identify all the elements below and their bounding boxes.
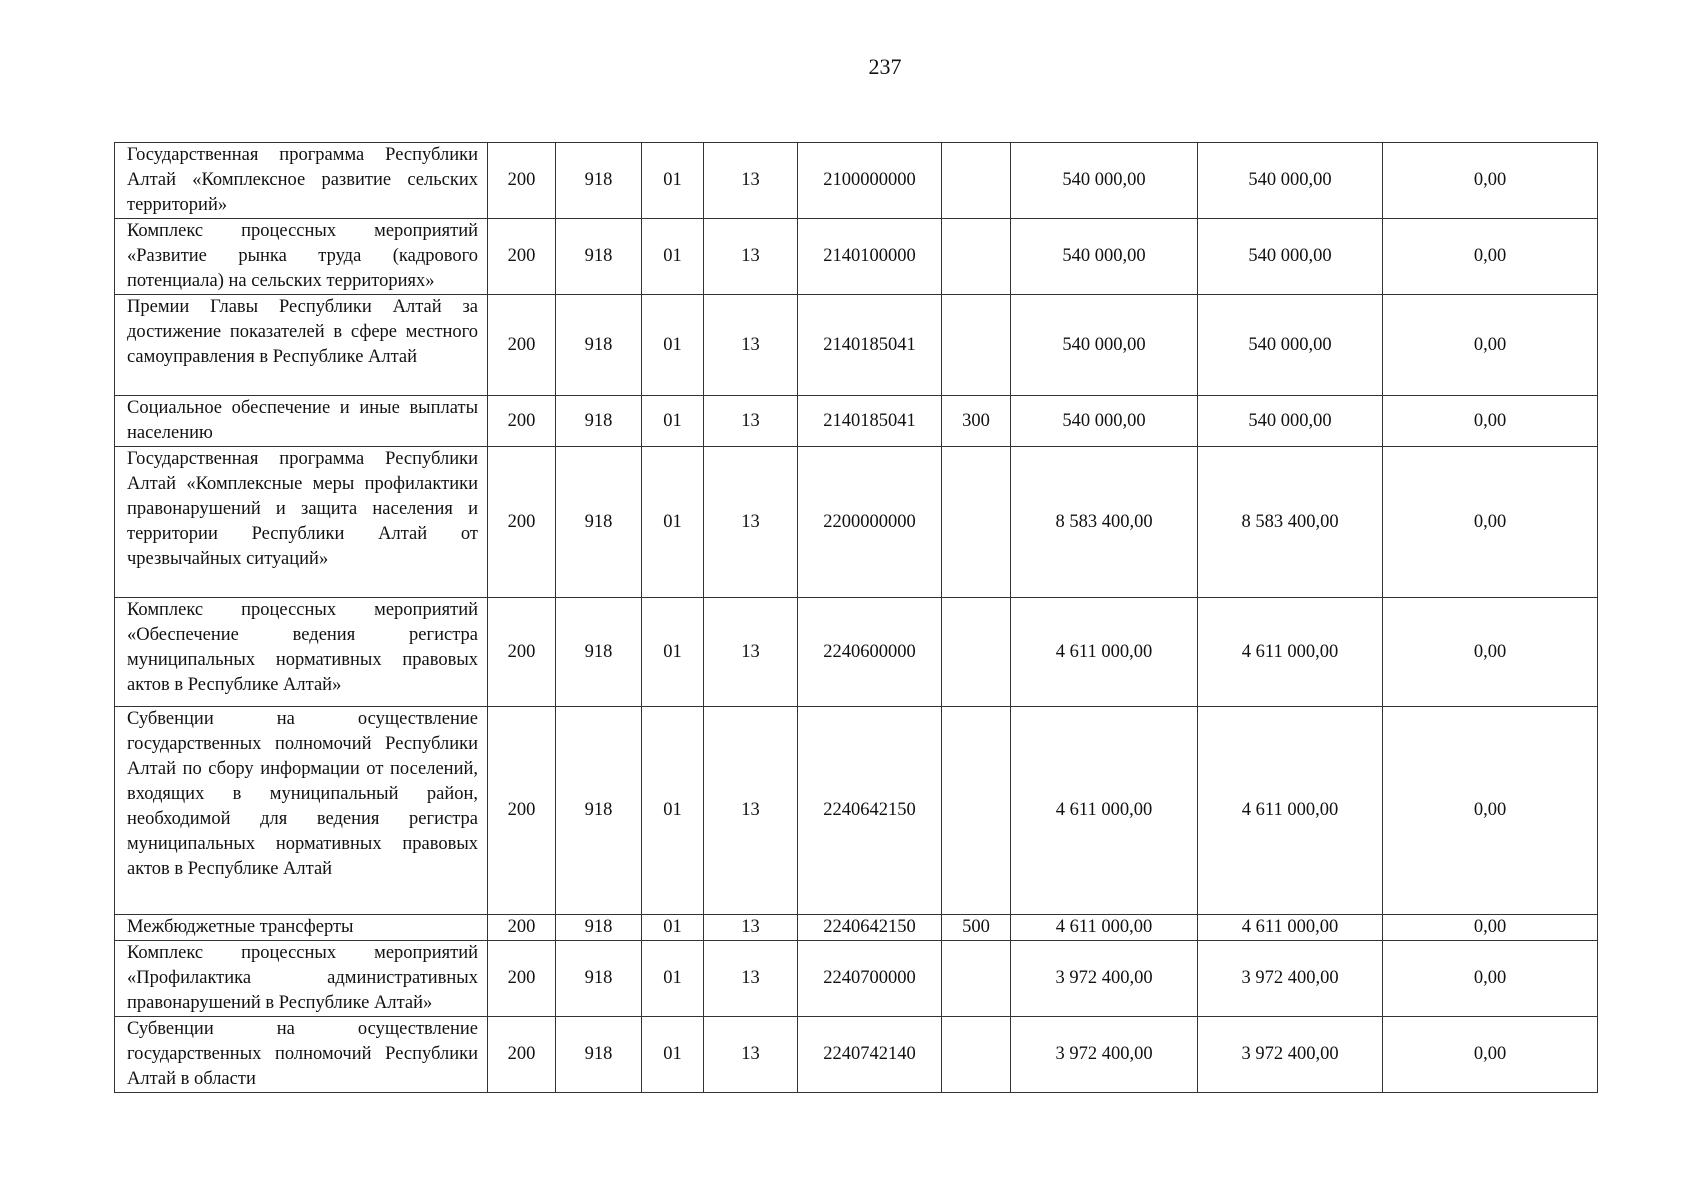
cell-expense-type (942, 941, 1011, 1017)
cell-code: 200 (488, 598, 556, 707)
table-row (115, 295, 1598, 396)
cell-target-article: 2240642150 (798, 707, 942, 915)
cell-subsection: 13 (704, 396, 798, 447)
cell-target-article: 2240600000 (798, 598, 942, 707)
cell-ministry: 918 (556, 707, 642, 915)
cell-amount-2: 540 000,00 (1198, 219, 1383, 295)
row-description: Межбюджетные трансферты (115, 915, 488, 941)
row-description: Субвенции на осуществление государственных полномочий Республики Алтай в области (115, 1017, 488, 1093)
cell-expense-type (942, 143, 1011, 219)
cell-target-article: 2240642150 (798, 915, 942, 941)
table-row (115, 941, 1598, 1017)
cell-section: 01 (642, 941, 704, 1017)
cell-subsection: 13 (704, 1017, 798, 1093)
cell-amount-2: 8 583 400,00 (1198, 447, 1383, 598)
cell-amount-3: 0,00 (1383, 915, 1598, 941)
row-description: Комплекс процессных мероприятий «Профилактика административных правонарушений в Республике Алтай» (115, 941, 488, 1017)
cell-code: 200 (488, 1017, 556, 1093)
cell-amount-3: 0,00 (1383, 396, 1598, 447)
cell-amount-2: 4 611 000,00 (1198, 598, 1383, 707)
cell-subsection: 13 (704, 915, 798, 941)
cell-subsection: 13 (704, 295, 798, 396)
table-row (115, 915, 1598, 941)
cell-section: 01 (642, 1017, 704, 1093)
cell-code: 200 (488, 707, 556, 915)
budget-table (114, 142, 1598, 1093)
cell-expense-type: 300 (942, 396, 1011, 447)
cell-amount-1: 4 611 000,00 (1011, 707, 1198, 915)
cell-code: 200 (488, 295, 556, 396)
row-description: Комплекс процессных мероприятий «Обеспечение ведения регистра муниципальных нормативных правовых актов в Республике Алтай» (115, 598, 488, 707)
cell-amount-3: 0,00 (1383, 1017, 1598, 1093)
cell-amount-1: 540 000,00 (1011, 396, 1198, 447)
cell-code: 200 (488, 447, 556, 598)
cell-amount-1: 540 000,00 (1011, 143, 1198, 219)
table-row (115, 219, 1598, 295)
cell-expense-type (942, 598, 1011, 707)
cell-amount-3: 0,00 (1383, 295, 1598, 396)
cell-target-article: 2140185041 (798, 396, 942, 447)
row-description: Социальное обеспечение и иные выплаты населению (115, 396, 488, 447)
cell-amount-1: 4 611 000,00 (1011, 598, 1198, 707)
page-number: 237 (868, 54, 902, 79)
cell-target-article: 2240742140 (798, 1017, 942, 1093)
cell-code: 200 (488, 143, 556, 219)
cell-subsection: 13 (704, 707, 798, 915)
cell-ministry: 918 (556, 941, 642, 1017)
cell-section: 01 (642, 598, 704, 707)
cell-amount-2: 540 000,00 (1198, 143, 1383, 219)
table-row (115, 598, 1598, 707)
cell-ministry: 918 (556, 447, 642, 598)
cell-subsection: 13 (704, 447, 798, 598)
cell-expense-type (942, 295, 1011, 396)
cell-amount-2: 4 611 000,00 (1198, 915, 1383, 941)
cell-amount-1: 4 611 000,00 (1011, 915, 1198, 941)
cell-section: 01 (642, 707, 704, 915)
cell-section: 01 (642, 447, 704, 598)
cell-ministry: 918 (556, 219, 642, 295)
cell-section: 01 (642, 143, 704, 219)
cell-target-article: 2100000000 (798, 143, 942, 219)
cell-expense-type (942, 1017, 1011, 1093)
cell-ministry: 918 (556, 598, 642, 707)
cell-section: 01 (642, 915, 704, 941)
cell-expense-type (942, 447, 1011, 598)
cell-subsection: 13 (704, 941, 798, 1017)
cell-amount-1: 540 000,00 (1011, 219, 1198, 295)
table-row (115, 707, 1598, 915)
row-description: Государственная программа Республики Алтай «Комплексные меры профилактики правонарушений и защита населения и территории Республики Алтай от чрезвычайных ситуаций» (115, 447, 488, 598)
cell-target-article: 2200000000 (798, 447, 942, 598)
cell-ministry: 918 (556, 915, 642, 941)
cell-subsection: 13 (704, 143, 798, 219)
cell-amount-2: 540 000,00 (1198, 295, 1383, 396)
cell-amount-1: 3 972 400,00 (1011, 941, 1198, 1017)
cell-section: 01 (642, 219, 704, 295)
cell-subsection: 13 (704, 598, 798, 707)
row-description: Субвенции на осуществление государственных полномочий Республики Алтай по сбору информации от поселений, входящих в муниципальный район, необходимой для ведения регистра муниципальных нормативных правовых актов в Республике Алтай (115, 707, 488, 915)
cell-target-article: 2240700000 (798, 941, 942, 1017)
cell-ministry: 918 (556, 396, 642, 447)
cell-amount-2: 3 972 400,00 (1198, 941, 1383, 1017)
cell-ministry: 918 (556, 295, 642, 396)
cell-amount-3: 0,00 (1383, 143, 1598, 219)
cell-expense-type: 500 (942, 915, 1011, 941)
cell-amount-3: 0,00 (1383, 598, 1598, 707)
cell-amount-3: 0,00 (1383, 707, 1598, 915)
cell-amount-1: 540 000,00 (1011, 295, 1198, 396)
cell-amount-3: 0,00 (1383, 219, 1598, 295)
row-description: Государственная программа Республики Алтай «Комплексное развитие сельских территорий» (115, 143, 488, 219)
cell-target-article: 2140185041 (798, 295, 942, 396)
cell-target-article: 2140100000 (798, 219, 942, 295)
cell-amount-3: 0,00 (1383, 447, 1598, 598)
table-row (115, 1017, 1598, 1093)
cell-amount-2: 4 611 000,00 (1198, 707, 1383, 915)
cell-amount-3: 0,00 (1383, 941, 1598, 1017)
cell-section: 01 (642, 396, 704, 447)
cell-ministry: 918 (556, 143, 642, 219)
cell-amount-1: 3 972 400,00 (1011, 1017, 1198, 1093)
cell-expense-type (942, 707, 1011, 915)
cell-amount-1: 8 583 400,00 (1011, 447, 1198, 598)
table-row (115, 447, 1598, 598)
cell-amount-2: 3 972 400,00 (1198, 1017, 1383, 1093)
cell-subsection: 13 (704, 219, 798, 295)
cell-code: 200 (488, 915, 556, 941)
cell-amount-2: 540 000,00 (1198, 396, 1383, 447)
row-description: Премии Главы Республики Алтай за достижение показателей в сфере местного самоуправления в Республике Алтай (115, 295, 488, 396)
table-row (115, 143, 1598, 219)
table-row (115, 396, 1598, 447)
cell-code: 200 (488, 219, 556, 295)
cell-section: 01 (642, 295, 704, 396)
cell-code: 200 (488, 941, 556, 1017)
cell-code: 200 (488, 396, 556, 447)
cell-ministry: 918 (556, 1017, 642, 1093)
cell-expense-type (942, 219, 1011, 295)
row-description: Комплекс процессных мероприятий «Развитие рынка труда (кадрового потенциала) на сельских территориях» (115, 219, 488, 295)
